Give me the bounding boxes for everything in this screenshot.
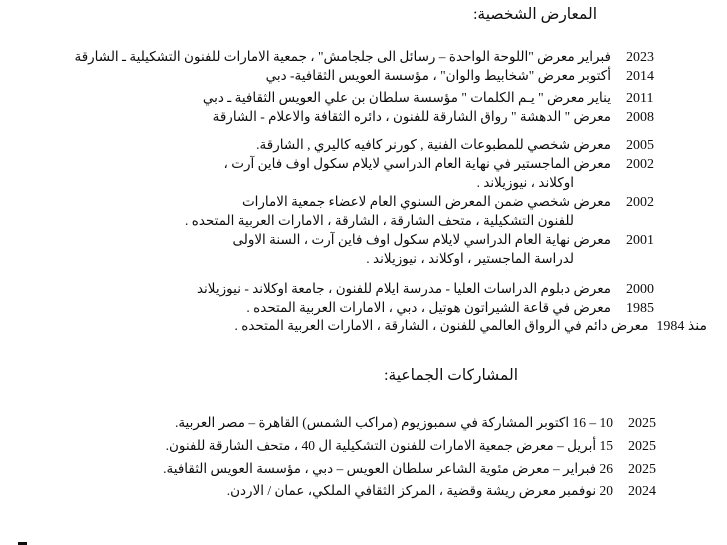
year-label: 2002 bbox=[626, 195, 654, 210]
exhibition-text: معرض شخصي للمطبوعات الفنية , كورنر كافيه كاليري , الشارقة. bbox=[256, 137, 611, 152]
exhibition-row-continuation bbox=[477, 175, 574, 191]
participation-row bbox=[166, 438, 660, 455]
exhibition-text: معرض في قاعة الشيراتون هوتيل ، دبي ، الامارات العربية المتحده . bbox=[246, 300, 611, 315]
year-label: 2005 bbox=[626, 138, 654, 153]
exhibition-row bbox=[242, 194, 658, 211]
exhibition-text: للفنون التشكيلية ، متحف الشارقة ، الشارقة ، الامارات العربية المتحده . bbox=[185, 213, 574, 228]
year-label: 2000 bbox=[626, 282, 654, 297]
exhibition-text: يناير معرض " يـم الكلمات " مؤسسة سلطان بن علي العويس الثقافية ـ دبي bbox=[202, 90, 611, 105]
participation-text: 15 أبريل – معرض جمعية الامارات للفنون التشكيلية ال 40 ، متحف الشارقة للفنون. bbox=[165, 438, 613, 453]
exhibition-text: معرض نهاية العام الدراسي لايلام سكول اوف فاين آرت ، السنة الاولى bbox=[232, 232, 611, 247]
personal-exhibitions-title: المعارض الشخصية: bbox=[473, 6, 597, 23]
year-label: 2025 bbox=[628, 439, 656, 454]
exhibition-row bbox=[74, 49, 658, 66]
exhibition-row bbox=[197, 281, 658, 298]
exhibition-text: اوكلاند ، نيوزيلاند . bbox=[476, 175, 574, 190]
year-label: 2002 bbox=[626, 157, 654, 172]
exhibition-row bbox=[213, 109, 658, 126]
exhibition-text: فبراير معرض "اللوحة الواحدة – رسائل الى جلجامش" ، جمعية الامارات للفنون التشكيلية ـ الشارقة bbox=[74, 49, 611, 64]
year-label: 2014 bbox=[626, 69, 654, 84]
exhibition-text: معرض " الدهشة " رواق الشارقة للفنون ، دائره الثقافة والاعلام - الشارقة bbox=[212, 109, 611, 124]
year-label: 2001 bbox=[626, 233, 654, 248]
participation-row bbox=[175, 415, 660, 432]
year-label: 2008 bbox=[626, 110, 654, 125]
year-label: 2024 bbox=[628, 484, 656, 499]
exhibition-text: أكتوبر معرض "شخابيط والوان" ، مؤسسة العويس الثقافية- دبي bbox=[265, 68, 611, 83]
exhibition-text: معرض شخصي ضمن المعرض السنوي العام لاعضاء جمعية الامارات bbox=[241, 194, 611, 209]
exhibition-row-continuation bbox=[185, 213, 574, 229]
exhibition-row bbox=[256, 137, 658, 154]
exhibition-row bbox=[232, 232, 658, 249]
participation-text: 26 فبراير – معرض مئوية الشاعر سلطان العويس – دبي ، مؤسسة العويس الثقافية. bbox=[163, 461, 613, 476]
exhibition-row bbox=[266, 68, 658, 85]
exhibition-row bbox=[246, 300, 658, 317]
participation-row bbox=[227, 483, 660, 500]
participation-text: 10 – 16 اكتوبر المشاركة في سمبوزيوم (مراكب الشمس) القاهرة – مصر العربية. bbox=[174, 415, 613, 430]
exhibition-row bbox=[203, 90, 658, 107]
exhibition-row-continuation bbox=[366, 251, 574, 267]
exhibition-text: لدراسة الماجستير ، اوكلاند ، نيوزيلاند . bbox=[366, 251, 574, 266]
participation-text: 20 نوفمبر معرض ريشة وقضية ، المركز الثقافي الملكي، عمان / الاردن. bbox=[226, 483, 613, 498]
participation-row bbox=[163, 461, 660, 478]
year-label: 2025 bbox=[628, 416, 656, 431]
year-label: 2025 bbox=[628, 462, 656, 477]
exhibition-text: معرض دبلوم الدراسات العليا - مدرسة ايلام للفنون ، جامعة اوكلاند - نيوزيلاند bbox=[196, 281, 611, 296]
year-label: 1985 bbox=[626, 301, 654, 316]
group-participations-title: المشاركات الجماعية: bbox=[384, 367, 518, 384]
year-label: منذ 1984 bbox=[656, 319, 707, 334]
year-label: 2023 bbox=[626, 50, 654, 65]
exhibition-row bbox=[224, 156, 658, 173]
exhibition-text: معرض دائم في الرواق العالمي للفنون ، الشارقة ، الامارات العربية المتحده . bbox=[234, 318, 649, 333]
exhibition-text: معرض الماجستير في نهاية العام الدراسي لايلام سكول اوف فاين آرت ، bbox=[223, 156, 611, 171]
exhibition-row-since-1984 bbox=[235, 318, 708, 335]
year-label: 2011 bbox=[626, 91, 654, 106]
